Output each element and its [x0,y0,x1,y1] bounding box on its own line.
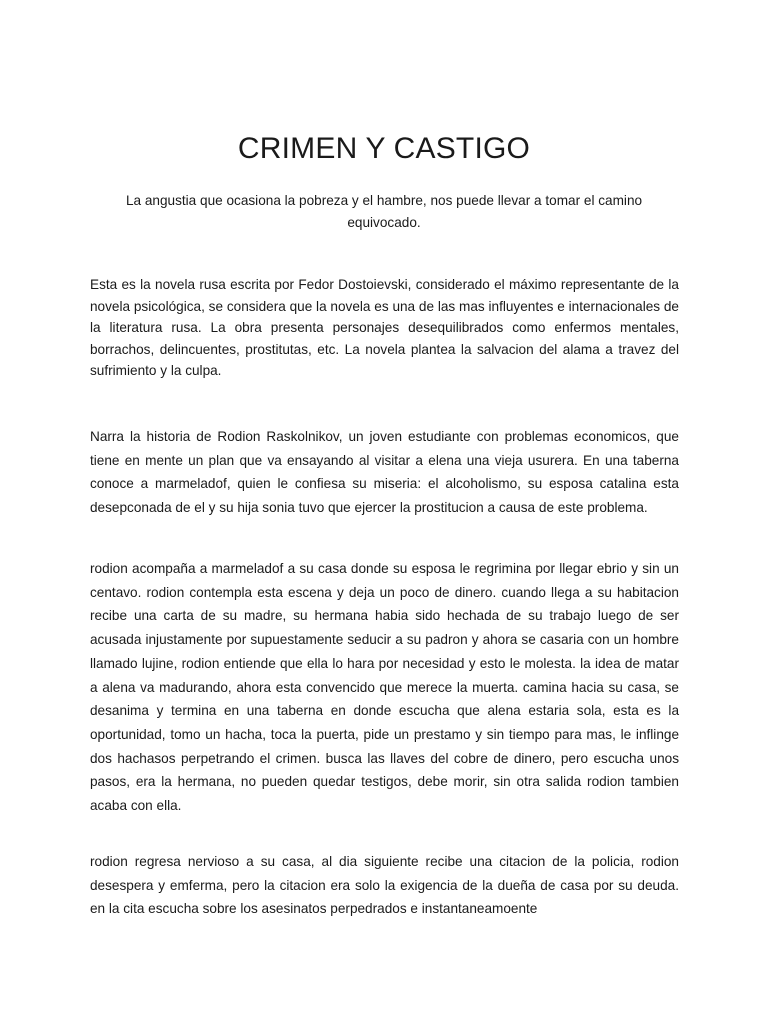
paragraph-1: Esta es la novela rusa escrita por Fedor Dostoievski, considerado el máximo representante de la novela psicológica, se considera que la novela es una de las mas influyentes e internacionales de la literatura rusa. La obra presenta personajes desequilibrados como enfermos mentales, borrachos, delincuentes, prostitutas, etc. La novela plantea la salvacion del alama a travez del sufrimiento y la culpa. [90,277,679,378]
paragraph-2: Narra la historia de Rodion Raskolnikov, un joven estudiante con problemas economicos, que tiene en mente un plan que va ensayando al visitar a elena una vieja usurera. En una taberna conoce a marmeladof, quien le confiesa su miseria: el alcoholismo, su esposa catalina esta desepconada de el y su hija sonia tuvo que ejercer la prostitucion a causa de este problema. [90,429,679,516]
document-title: CRIMEN Y CASTIGO [237,132,531,165]
paragraph-3: rodion acompaña a marmeladof a su casa donde su esposa le regrimina por llegar ebrio y sin un centavo. rodion contempla esta escena y deja un poco de dinero. cuando llega a su habitacion recibe una carta de su madre, su hermana habia sido hechada de su trabajo luego de ser acusada injustamente por supuestamente seducir a su padron y ahora se casaria con un hombre llamado lujine, rodion entiende que ella lo hara por necesidad y esto le molesta. la idea de matar a alena va madurando, ahora esta convencido que merece la muerta. camina hacia su casa, se desanima y termina en una taberna en donde escucha que alena estaria sola, esta es la oportunidad, tomo un hacha, toca la puerta, pide un prestamo y sin tiempo para mas, le inflinge dos hachasos perpetrando el crimen. busca las llaves del cobre de dinero, pero escucha unos pasos, era la hermana, no pueden quedar testigos, debe morir, sin otra salida rodion tambien acaba con ella. [90,561,679,814]
document-subtitle: La angustia que ocasiona la pobreza y el hambre, nos puede llevar a tomar el camino equivocado. [125,193,643,230]
paragraph-4: rodion regresa nervioso a su casa, al dia siguiente recibe una citacion de la policia, rodion desespera y emferma, pero la citacion era solo la exigencia de la dueña de casa por su deuda. en la cita escucha sobre los asesinatos perpedrados e instantaneamoente [90,854,679,917]
